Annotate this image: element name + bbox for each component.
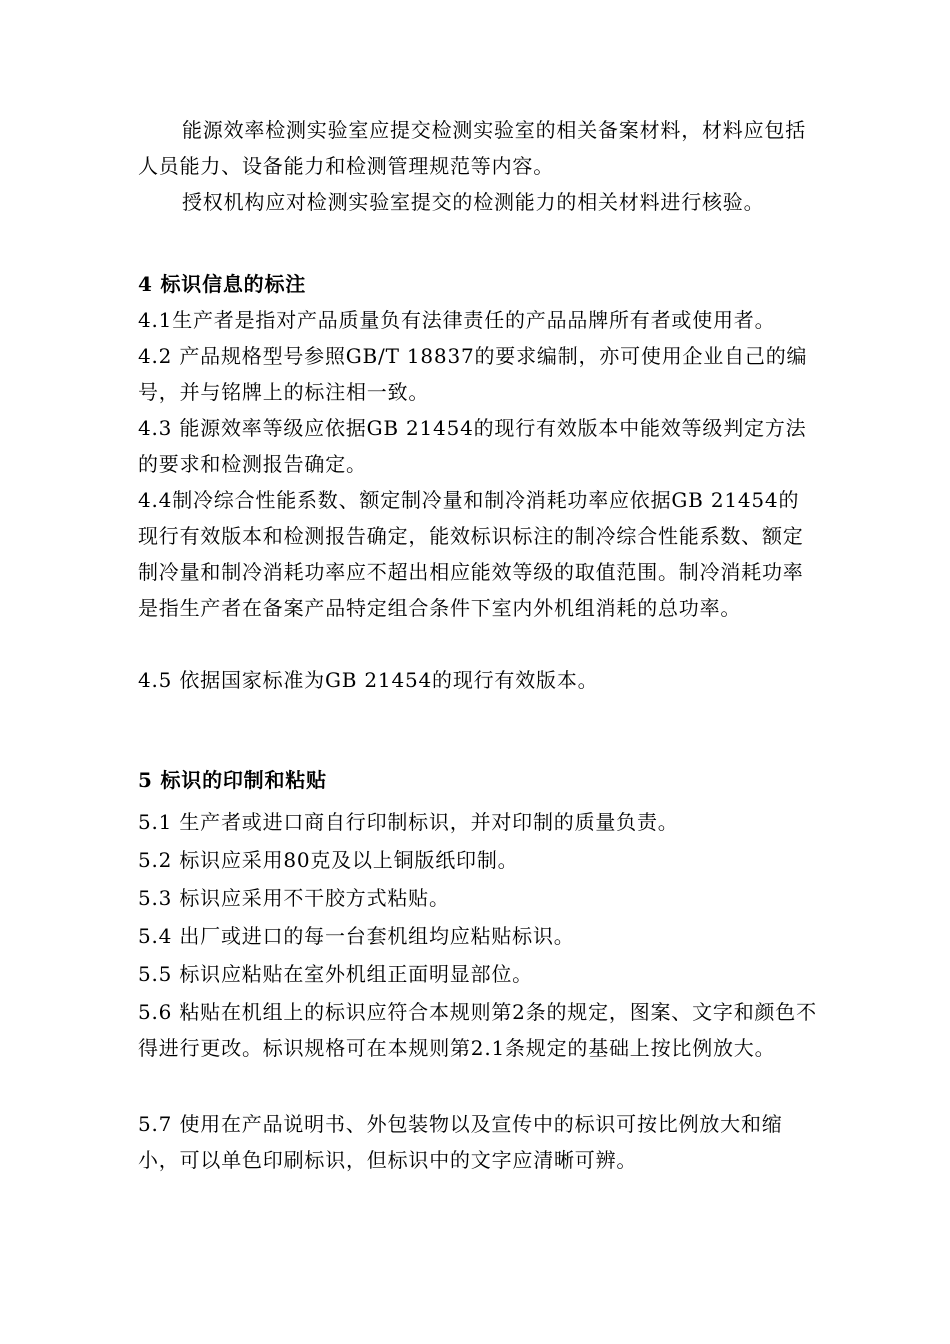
clause-5-2: 5.2 标识应采用80克及以上铜版纸印制。 xyxy=(138,848,519,872)
clause-5-4: 5.4 出厂或进口的每一台套机组均应粘贴标识。 xyxy=(138,924,575,948)
section-4-heading: 4 标识信息的标注 xyxy=(138,272,307,296)
clause-4-2: 4.2 产品规格型号参照GB/T 18837的要求编制，亦可使用企业自己的编号，并与铭牌上的标注相一致。 xyxy=(138,344,808,404)
clause-5-5: 5.5 标识应粘贴在室外机组正面明显部位。 xyxy=(138,962,533,986)
clause-5-3: 5.3 标识应采用不干胶方式粘贴。 xyxy=(138,886,450,910)
clause-4-4: 4.4制冷综合性能系数、额定制冷量和制冷消耗功率应依据GB 21454的现行有效版本和检测报告确定，能效标识标注的制冷综合性能系数、额定制冷量和制冷消耗功率应不超出相应能效等级的取值范围。制冷消耗功率是指生产者在备案产品特定组合条件下室内外机组消耗的总功率。 xyxy=(138,488,804,620)
clause-5-7: 5.7 使用在产品说明书、外包装物以及宣传中的标识可按比例放大和缩小，可以单色印刷标识，但标识中的文字应清晰可辨。 xyxy=(138,1112,783,1172)
clause-4-3: 4.3 能源效率等级应依据GB 21454的现行有效版本中能效等级判定方法的要求和检测报告确定。 xyxy=(138,416,807,476)
intro-paragraph-1: 能源效率检测实验室应提交检测实验室的相关备案材料，材料应包括人员能力、设备能力和检测管理规范等内容。 xyxy=(138,118,806,178)
clause-5-1: 5.1 生产者或进口商自行印制标识，并对印制的质量负责。 xyxy=(138,810,679,834)
section-5-heading: 5 标识的印制和粘贴 xyxy=(138,768,327,792)
clause-5-6: 5.6 粘贴在机组上的标识应符合本规则第2条的规定，图案、文字和颜色不得进行更改。标识规格可在本规则第2.1条规定的基础上按比例放大。 xyxy=(138,1000,817,1060)
intro-paragraph-2: 授权机构应对检测实验室提交的检测能力的相关材料进行核验。 xyxy=(182,190,765,214)
clause-4-1: 4.1生产者是指对产品质量负有法律责任的产品品牌所有者或使用者。 xyxy=(138,308,776,332)
clause-4-5: 4.5 依据国家标准为GB 21454的现行有效版本。 xyxy=(138,668,599,692)
